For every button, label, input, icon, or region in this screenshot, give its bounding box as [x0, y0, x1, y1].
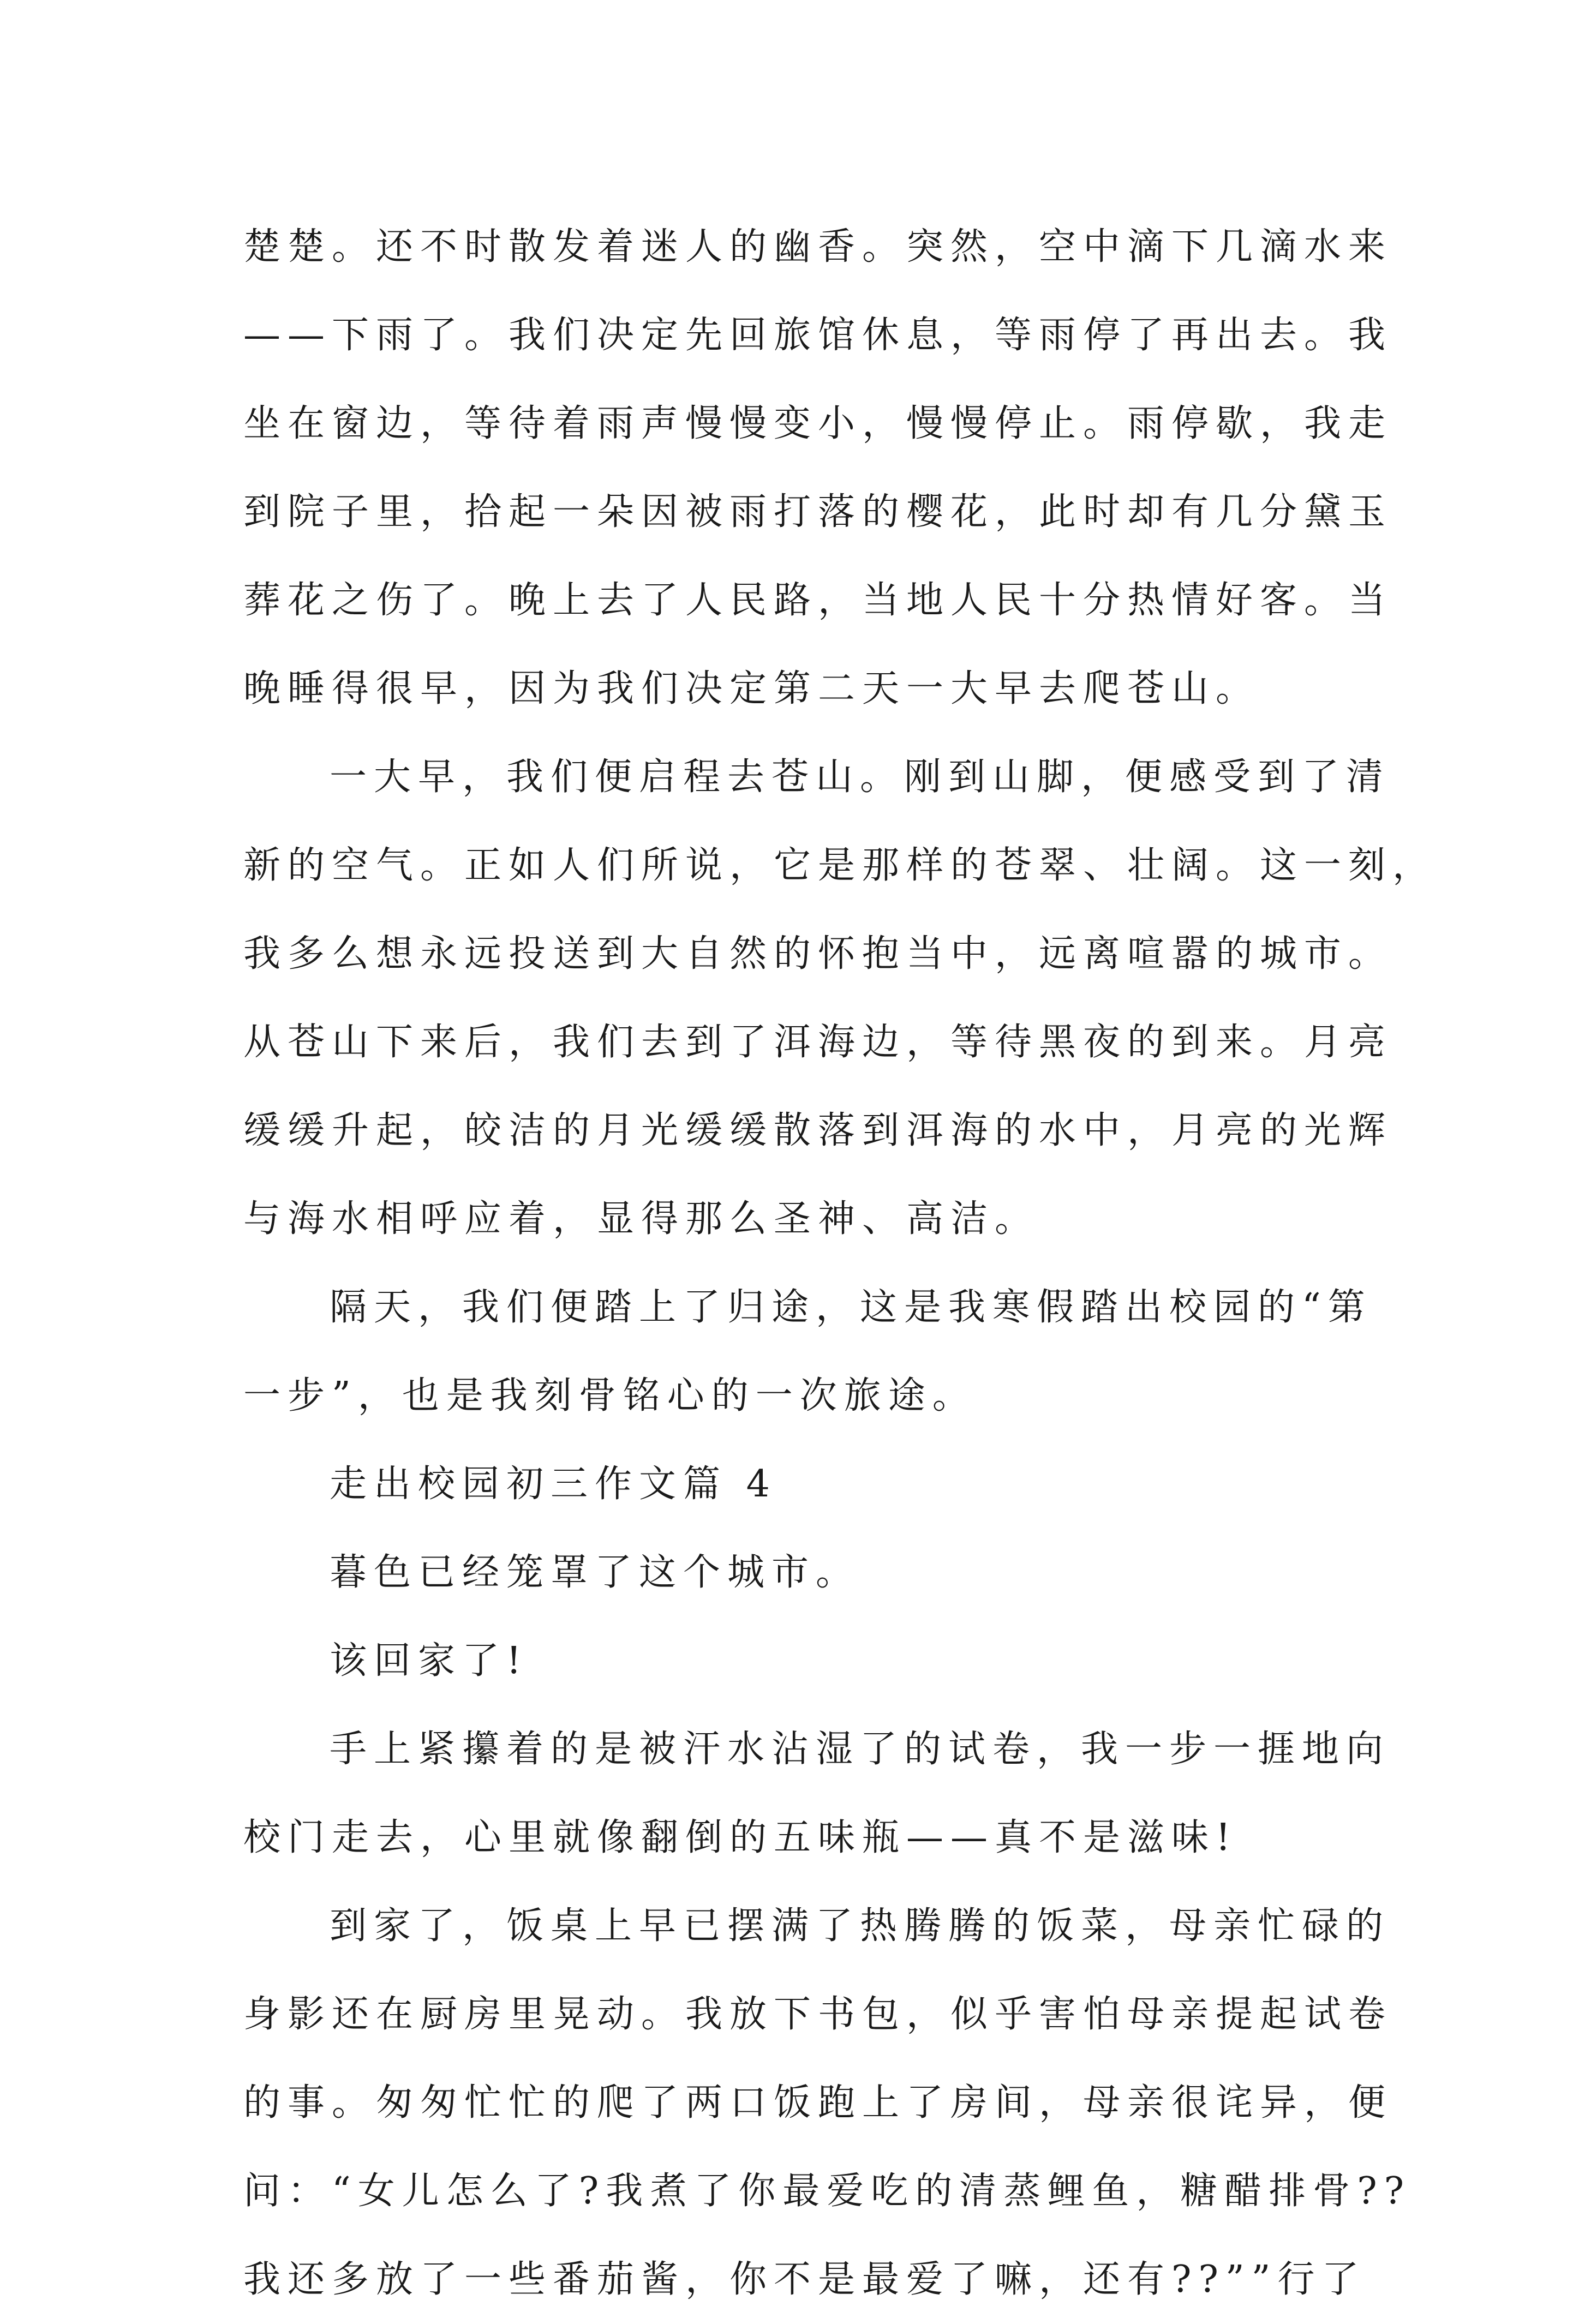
document-body [243, 203, 1437, 2324]
text-line: 走出校园初三作文篇 4 [330, 1463, 777, 1506]
text-line: 葬花之伤了。晚上去了人民路，当地人民十分热情好客。当 [243, 579, 1393, 622]
text-line: 我多么想永远投送到大自然的怀抱当中，远离喧嚣的城市。 [243, 932, 1393, 975]
text-line: 身影还在厨房里晃动。我放下书包，似乎害怕母亲提起试卷 [243, 1993, 1393, 2036]
text-line: 晚睡得很早，因为我们决定第二天一大早去爬苍山。 [243, 667, 1260, 710]
text-line: 暮色已经笼罩了这个城市。 [330, 1551, 860, 1594]
text-line: 从苍山下来后，我们去到了洱海边，等待黑夜的到来。月亮 [243, 1021, 1393, 1064]
text-line: 隔天，我们便踏上了归途，这是我寒假踏出校园的“第 [330, 1286, 1372, 1329]
text-line: 一大早，我们便启程去苍山。刚到山脚，便感受到了清 [330, 756, 1391, 799]
text-line: 与海水相呼应着，显得那么圣神、高洁。 [243, 1197, 1039, 1241]
text-line: 手上紧攥着的是被汗水沾湿了的试卷，我一步一捱地向 [330, 1728, 1391, 1771]
text-line: 校门走去，心里就像翻倒的五味瓶——真不是滋味! [243, 1816, 1238, 1859]
text-line: 问：“女儿怎么了?我煮了你最爱吃的清蒸鲤鱼，糖醋排骨?? [243, 2170, 1411, 2213]
text-line: 楚楚。还不时散发着迷人的幽香。突然，空中滴下几滴水来 [243, 225, 1393, 268]
text-line: 我还多放了一些番茄酱，你不是最爱了嘛，还有??””行了 [243, 2258, 1366, 2301]
text-line: 到院子里，拾起一朵因被雨打落的樱花，此时却有几分黛玉 [243, 490, 1393, 534]
text-line: 缓缓升起，皎洁的月光缓缓散落到洱海的水中，月亮的光辉 [243, 1109, 1393, 1152]
text-line: 该回家了! [330, 1639, 529, 1682]
text-line: 到家了，饭桌上早已摆满了热腾腾的饭菜，母亲忙碌的 [330, 1904, 1391, 1948]
text-line: ——下雨了。我们决定先回旅馆休息，等雨停了再出去。我 [243, 314, 1393, 357]
text-line: 一步”，也是我刻骨铭心的一次旅途。 [243, 1374, 977, 1417]
text-line: 坐在窗边，等待着雨声慢慢变小，慢慢停止。雨停歇，我走 [243, 402, 1393, 445]
text-line: 新的空气。正如人们所说，它是那样的苍翠、壮阔。这一刻， [243, 844, 1437, 887]
text-line: 的事。匆匆忙忙的爬了两口饭跑上了房间，母亲很诧异，便 [243, 2081, 1393, 2124]
